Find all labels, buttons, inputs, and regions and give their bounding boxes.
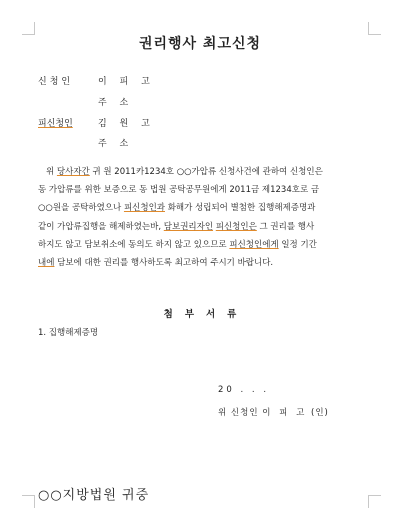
respondent-label: 피신청인 <box>38 119 73 129</box>
court-addressee: ○○지방법원 귀중 <box>38 488 150 503</box>
document-title: 권리행사 최고신청 <box>138 36 262 52</box>
page-corner-mark-bottom-left <box>22 495 35 508</box>
applicant-label: 신청인 <box>38 77 74 87</box>
signer-prefix: 위 신청인 <box>218 408 259 418</box>
term-respondent-2: 피신청인은 <box>215 221 257 232</box>
applicant-name: 이 피 고 <box>98 77 155 87</box>
signature-line <box>218 406 329 418</box>
applicant-address-label: 주 소 <box>98 98 134 108</box>
body-line-6: 내에 담보에 대한 권리를 행사하도록 최고하여 주시기 바랍니다. <box>38 258 274 269</box>
body-line-4: 같이 가압류집행을 해제하였는바, 담보권리자인 피신청인은 그 권리를 행사 <box>38 221 315 232</box>
body-line-2: 동 가압류를 위한 보증으로 동 법원 공탁공무원에게 2011금 제1234호로 금 <box>38 185 320 196</box>
signer-name: 이 피 고 <box>262 408 308 418</box>
term-security-holder: 담보권리자인 <box>163 221 214 232</box>
filing-date: 20 . . . <box>218 385 270 395</box>
body-line-5: 하지도 않고 담보취소에 동의도 하지 않고 있으므로 피신청인에게 일정 기간 <box>38 239 317 250</box>
respondent-address-label: 주 소 <box>98 139 134 149</box>
attachment-item-1: 1. 집행해제증명 <box>38 328 99 338</box>
body-line-3: ○○원을 공탁하였으나 피신청인과 화해가 성립되어 별첨한 집행해제증명과 <box>38 203 316 214</box>
page-corner-mark-bottom-right <box>368 495 381 508</box>
attachments-heading: 첨부서류 <box>163 309 249 320</box>
seal-mark: (인) <box>311 408 329 418</box>
term-respondent-3: 피신청인에게 <box>229 239 279 250</box>
petition-body <box>38 163 364 272</box>
body-line-1: 위 당사자간 귀 원 2011카1234호 ○○가압류 신청사건에 관하여 신청인은 <box>46 167 323 177</box>
term-within: 내에 <box>38 258 55 269</box>
term-respondent-1: 피신청인과 <box>123 203 165 214</box>
respondent-name: 김 원 고 <box>98 119 155 129</box>
term-parties: 당사자간 <box>56 167 90 177</box>
